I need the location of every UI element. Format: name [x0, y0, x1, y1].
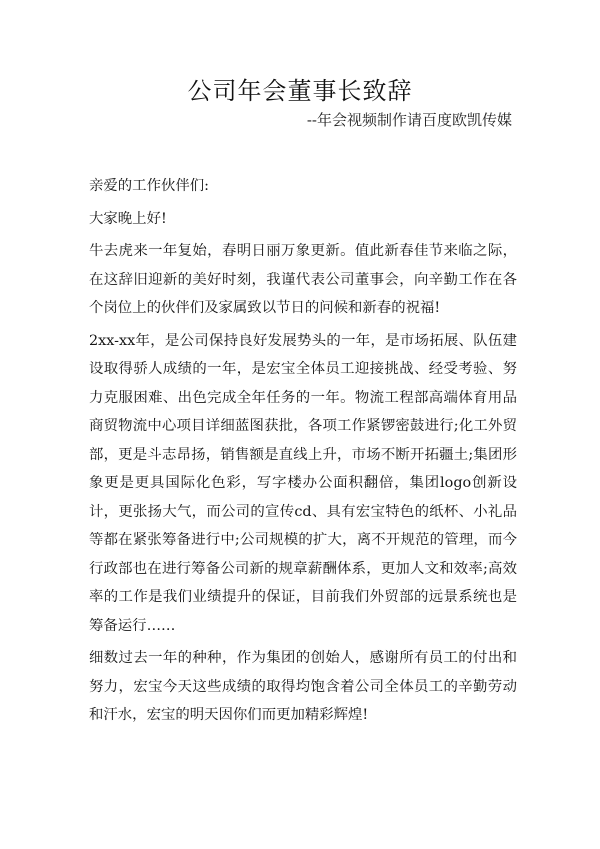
thanks-paragraph: 细数过去一年的种种，作为集团的创始人，感谢所有员工的付出和努力，宏宝今天这些成绩的取得均饱含着公司全体员工的辛勤劳动和汗水，宏宝的明天因你们而更加精彩辉煌! [89, 650, 517, 723]
salutation-paragraph: 大家晚上好! [89, 210, 167, 227]
document-subtitle: --年会视频制作请百度欧凯传媒 [306, 111, 512, 129]
achievements-paragraph: 2xx-xx年，是公司保持良好发展势头的一年，是市场拓展、队伍建设取得骄人成绩的一年，是宏宝全体员工迎接挑战、经受考验、努力克服困难、出色完成全年任务的一年。物流工程部高端体育用品商贸物流中心项目详细蓝图获批，各项工作紧锣密鼓进行;化工外贸部，更是斗志昂扬，销售额是直线上升，市场不断开拓疆土;集团形象更是更具国际化色彩，写字楼办公面积翻倍，集团logo创新设计，更张扬大气，而公司的宣传cd、具有宏宝特色的纸杯、小礼品等都在紧张筹备进行中;公司规模的扩大，离不开规范的管理，而今行政部也在进行筹备公司新的规章薪酬体系，更加人文和效率;高效率的工作是我们业绩提升的保证，目前我们外贸部的远景系统也是筹备运行…… [89, 332, 517, 634]
greeting-paragraph: 亲爱的工作伙伴们: [89, 178, 209, 194]
new-year-paragraph: 牛去虎来一年复始，春明日丽万象更新。值此新春佳节来临之际，在这辞旧迎新的美好时刻，我谨代表公司董事会，向辛勤工作在各个岗位上的伙伴们及家属致以节日的问候和新春的祝福! [89, 243, 517, 316]
document-title: 公司年会董事长致辞 [187, 77, 413, 105]
document-body [89, 172, 517, 734]
